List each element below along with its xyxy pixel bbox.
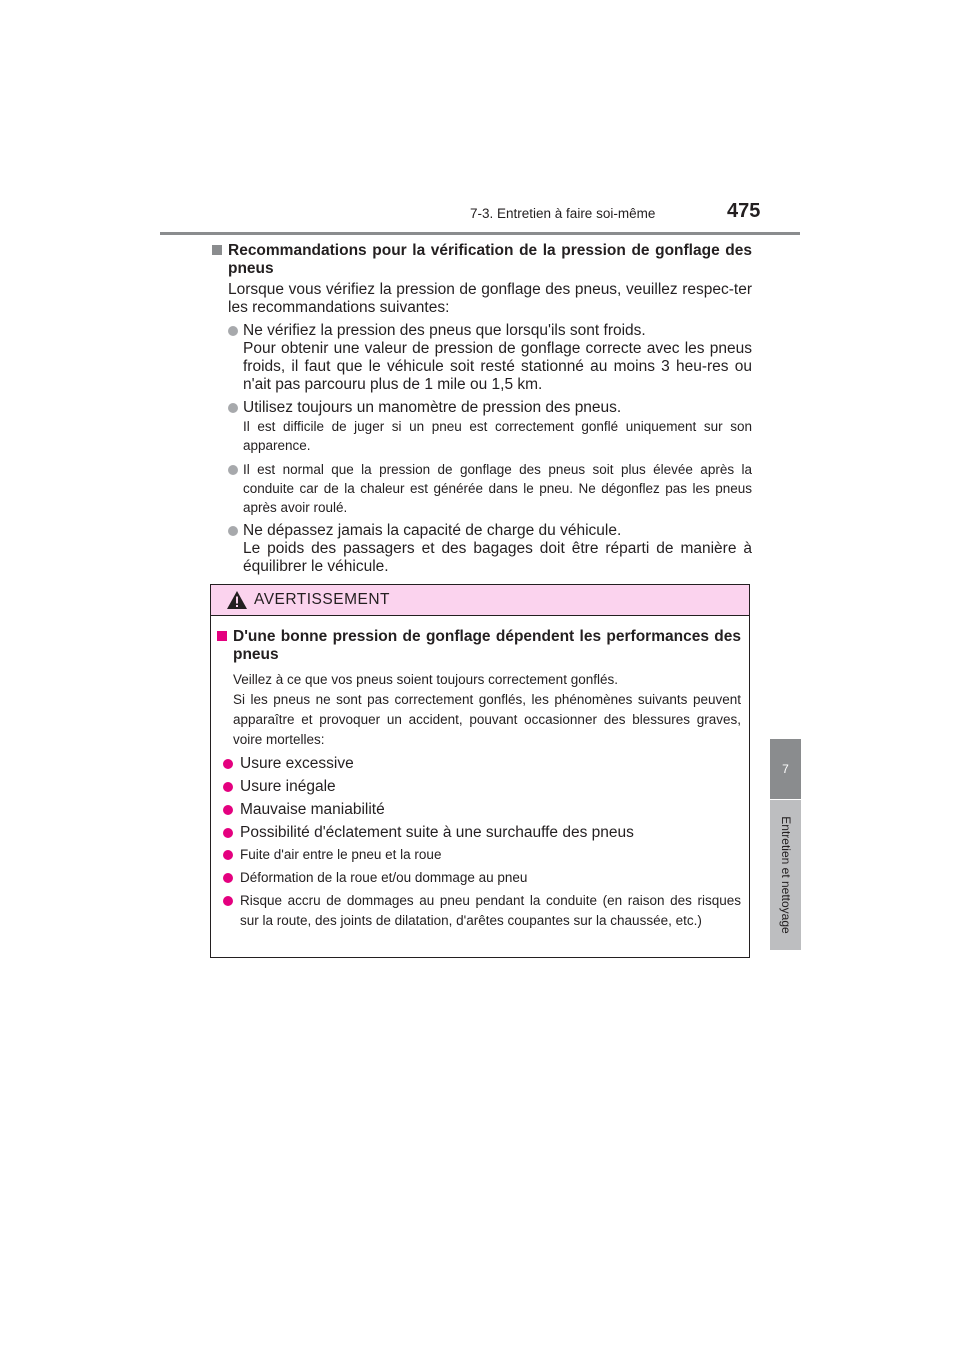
list-item-body: Il est difficile de juger si un pneu est correctement gonflé uniquement sur son apparence. bbox=[243, 419, 752, 453]
chapter-number-tab: 7 bbox=[770, 739, 801, 799]
chapter-title: Entretien et nettoyage bbox=[778, 816, 793, 934]
section-heading bbox=[212, 242, 752, 278]
round-bullet-icon bbox=[223, 873, 233, 883]
warning-list-item bbox=[223, 868, 741, 888]
main-content bbox=[212, 242, 752, 576]
list-item-body: Il est normal que la pression de gonflage des pneus soit plus élevée après la conduite car de la chaleur est générée dans le pneu. Ne dégonflez pas les pneus après avoir roulé. bbox=[243, 462, 752, 515]
warning-list-item bbox=[223, 755, 741, 773]
page-number: 475 bbox=[727, 200, 761, 222]
warning-list-item-text: Usure excessive bbox=[240, 755, 354, 772]
round-bullet-icon bbox=[228, 403, 238, 413]
warning-body bbox=[211, 616, 749, 931]
list-item-lead: Ne vérifiez la pression des pneus que lorsqu'ils sont froids. bbox=[243, 322, 646, 339]
round-bullet-icon bbox=[228, 326, 238, 336]
warning-list-item-text: Déformation de la roue et/ou dommage au pneu bbox=[240, 870, 528, 885]
warning-heading bbox=[217, 628, 741, 664]
warning-box bbox=[210, 584, 750, 958]
warning-heading-text: D'une bonne pression de gonflage dépendent les performances des pneus bbox=[233, 628, 741, 663]
warning-header bbox=[211, 585, 749, 616]
warning-list-item bbox=[223, 801, 741, 819]
list-item-body: Le poids des passagers et des bagages doit être réparti de manière à équilibrer le véhicule. bbox=[243, 540, 752, 575]
warning-intro bbox=[233, 670, 741, 750]
warning-list-item bbox=[223, 778, 741, 796]
round-bullet-icon bbox=[228, 465, 238, 475]
warning-intro-line: Veillez à ce que vos pneus soient toujours correctement gonflés. bbox=[233, 672, 618, 687]
round-bullet-icon bbox=[223, 782, 233, 792]
warning-list-item-text: Mauvaise maniabilité bbox=[240, 801, 385, 818]
square-bullet-icon bbox=[217, 631, 227, 641]
round-bullet-icon bbox=[223, 805, 233, 815]
header-divider bbox=[160, 232, 800, 235]
list-item bbox=[228, 460, 752, 517]
list-item bbox=[228, 322, 752, 394]
warning-list-item bbox=[223, 845, 741, 865]
list-item-lead: Utilisez toujours un manomètre de pression des pneus. bbox=[243, 399, 622, 416]
warning-list-item-text: Risque accru de dommages au pneu pendant la conduite (en raison des risques sur la route, des joints de dilatation, d'arêtes coupantes sur la chaussée, etc.) bbox=[240, 893, 741, 928]
warning-triangle-icon bbox=[226, 590, 248, 610]
chapter-title-tab bbox=[770, 800, 801, 950]
warning-list-item bbox=[223, 824, 741, 842]
warning-list-item bbox=[223, 891, 741, 931]
round-bullet-icon bbox=[223, 850, 233, 860]
list-item bbox=[228, 522, 752, 576]
round-bullet-icon bbox=[223, 759, 233, 769]
warning-intro-line: Si les pneus ne sont pas correctement gonflés, les phénomènes suivants peuvent apparaître et provoquer un accident, pouvant occasionner des blessures graves, voire mortelles: bbox=[233, 692, 741, 747]
warning-list-item-text: Usure inégale bbox=[240, 778, 336, 795]
section-title: 7-3. Entretien à faire soi-même bbox=[470, 206, 656, 221]
square-bullet-icon bbox=[212, 245, 222, 255]
warning-list-item-text: Possibilité d'éclatement suite à une surchauffe des pneus bbox=[240, 824, 634, 841]
round-bullet-icon bbox=[223, 896, 233, 906]
round-bullet-icon bbox=[223, 828, 233, 838]
list-item-body: Pour obtenir une valeur de pression de gonflage correcte avec les pneus froids, il faut que le véhicule soit resté stationné au moins 3 heu-res ou n'ait pas parcouru plus de 1 mile ou 1,5 km. bbox=[243, 340, 752, 393]
warning-list-item-text: Fuite d'air entre le pneu et la roue bbox=[240, 847, 442, 862]
list-item bbox=[228, 399, 752, 455]
list-item-lead: Ne dépassez jamais la capacité de charge du véhicule. bbox=[243, 522, 622, 539]
section-heading-text: Recommandations pour la vérification de la pression de gonflage des pneus bbox=[228, 242, 752, 277]
round-bullet-icon bbox=[228, 526, 238, 536]
section-intro: Lorsque vous vérifiez la pression de gonflage des pneus, veuillez respec-ter les recommandations suivantes: bbox=[228, 281, 752, 316]
warning-list bbox=[217, 755, 741, 931]
warning-title: AVERTISSEMENT bbox=[254, 591, 390, 608]
